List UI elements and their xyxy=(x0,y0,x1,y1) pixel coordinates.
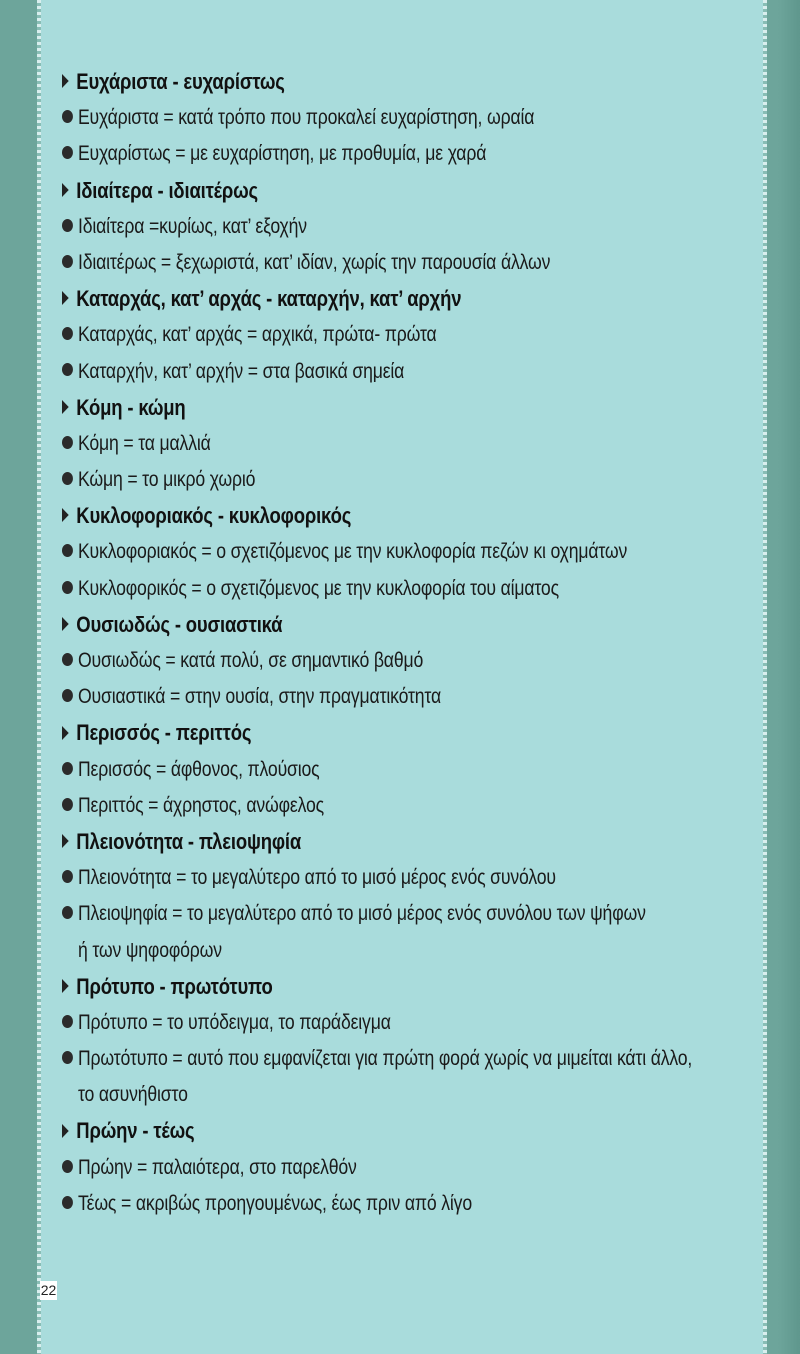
triangle-right-icon xyxy=(62,291,69,305)
term-heading xyxy=(62,715,642,751)
definition-item xyxy=(62,245,642,281)
entry-text: Πρότυπο = το υπόδειγμα, το παράδειγμα xyxy=(77,1010,391,1034)
entry-text: Καταρχάς, κατ’ αρχάς = αρχικά, πρώτα- πρώτα xyxy=(77,323,437,347)
entry-text: Καταρχάς, κατ’ αρχάς - καταρχήν, κατ’ αρχήν xyxy=(76,286,462,312)
bullet-icon xyxy=(62,327,73,340)
entry-text: Κυκλοφοριακός = ο σχετιζόμενος με την κυκλοφορία πεζών κι οχημάτων xyxy=(77,540,628,564)
entry-text: Περισσός - περιττός xyxy=(76,720,252,746)
definition-item xyxy=(62,209,642,245)
bullet-icon xyxy=(62,146,73,159)
entry-text: Πλειονότητα = το μεγαλύτερο από το μισό μέρος ενός συνόλου xyxy=(77,866,556,890)
entry-text: Ιδιαιτέρως = ξεχωριστά, κατ’ ιδίαν, χωρίς την παρουσία άλλων xyxy=(77,250,551,274)
definition-item xyxy=(62,136,642,172)
term-heading xyxy=(62,64,642,100)
definition-item xyxy=(62,788,642,824)
entry-text: Ευχάριστα - ευχαρίστως xyxy=(76,69,285,94)
bullet-icon xyxy=(62,472,73,485)
definition-item xyxy=(62,426,642,462)
entry-text: το ασυνήθιστο xyxy=(77,1083,188,1107)
bullet-icon xyxy=(62,544,73,557)
bullet-icon xyxy=(62,1160,73,1173)
definition-item xyxy=(62,860,642,896)
definition-item xyxy=(62,1005,642,1041)
entry-text: Ουσιωδώς = κατά πολύ, σε σημαντικό βαθμό xyxy=(77,649,424,672)
triangle-right-icon xyxy=(62,74,69,88)
bullet-icon xyxy=(62,906,73,919)
term-heading xyxy=(62,824,642,860)
entry-text: Πλειοψηφία = το μεγαλύτερο από το μισό μέρος ενός συνόλου των ψήφων xyxy=(77,902,646,926)
triangle-right-icon xyxy=(62,183,69,197)
entry-text: Καταρχήν, κατ’ αρχήν = στα βασικά σημεία xyxy=(77,359,405,383)
bullet-icon xyxy=(62,870,73,883)
definition-item xyxy=(62,752,642,788)
entry-text: Πλειονότητα - πλειοψηφία xyxy=(76,828,302,854)
triangle-right-icon xyxy=(62,617,69,631)
entry-text: Πρώην - τέως xyxy=(76,1118,195,1144)
term-heading xyxy=(62,969,642,1005)
triangle-right-icon xyxy=(62,726,69,740)
definition-continuation xyxy=(62,1077,642,1113)
entry-text: Ευχάριστα = κατά τρόπο που προκαλεί ευχαρίστηση, ωραία xyxy=(77,106,535,130)
right-margin-strip xyxy=(766,0,800,1354)
entry-text: Ευχαρίστως = με ευχαρίστηση, με προθυμία, με χαρά xyxy=(77,142,487,166)
bullet-icon xyxy=(62,1196,73,1209)
bullet-icon xyxy=(62,110,73,123)
bullet-icon xyxy=(62,762,73,775)
definition-item xyxy=(62,1150,642,1186)
definition-item xyxy=(62,1041,693,1077)
entry-text: Κυκλοφορικός = ο σχετιζόμενος με την κυκλοφορία του αίματος xyxy=(77,576,559,600)
bullet-icon xyxy=(62,798,73,811)
entry-text: Περισσός = άφθονος, πλούσιος xyxy=(77,757,320,781)
definition-continuation xyxy=(62,933,642,969)
definition-item xyxy=(62,317,642,353)
entry-text: Πρώην = παλαιότερα, στο παρελθόν xyxy=(77,1155,357,1179)
entry-text: Πρότυπο - πρωτότυπο xyxy=(76,973,273,999)
triangle-right-icon xyxy=(62,834,69,848)
term-heading xyxy=(62,498,642,534)
definition-item xyxy=(62,1186,642,1222)
term-heading xyxy=(62,607,642,643)
definition-item xyxy=(62,679,642,715)
glossary-list xyxy=(62,64,752,1222)
definition-item xyxy=(62,462,642,498)
left-margin-strip xyxy=(0,0,38,1354)
bullet-icon xyxy=(62,653,73,666)
entry-text: Κυκλοφοριακός - κυκλοφορικός xyxy=(76,503,352,529)
triangle-right-icon xyxy=(62,1124,69,1138)
triangle-right-icon xyxy=(62,979,69,993)
bullet-icon xyxy=(62,255,73,268)
definition-item xyxy=(62,643,642,679)
term-heading xyxy=(62,390,642,426)
definition-item xyxy=(62,354,642,390)
term-heading xyxy=(62,281,642,317)
bullet-icon xyxy=(62,689,73,702)
bullet-icon xyxy=(62,581,73,594)
triangle-right-icon xyxy=(62,400,69,414)
entry-text: Περιττός = άχρηστος, ανώφελος xyxy=(77,793,324,817)
entry-text: Κόμη - κώμη xyxy=(76,394,186,420)
triangle-right-icon xyxy=(62,508,69,522)
entry-text: Κόμη = τα μαλλιά xyxy=(77,431,211,455)
entry-text: Ουσιαστικά = στην ουσία, στην πραγματικότητα xyxy=(77,685,441,709)
entry-text: Ουσιωδώς - ουσιαστικά xyxy=(76,611,283,637)
definition-item xyxy=(62,100,642,136)
definition-item xyxy=(62,571,642,607)
bullet-icon xyxy=(62,1051,73,1064)
entry-text: Πρωτότυπο = αυτό που εμφανίζεται για πρώτη φορά χωρίς να μιμείται κάτι άλλο, xyxy=(77,1047,693,1071)
definition-item xyxy=(62,534,642,570)
term-heading xyxy=(62,1113,642,1149)
bullet-icon xyxy=(62,363,73,376)
term-heading xyxy=(62,173,642,209)
entry-text: Ιδιαίτερα =κυρίως, κατ’ εξοχήν xyxy=(77,214,307,238)
entry-text: Κώμη = το μικρό χωριό xyxy=(77,468,256,492)
bullet-icon xyxy=(62,219,73,232)
bullet-icon xyxy=(62,1015,73,1028)
bullet-icon xyxy=(62,436,73,449)
page-number: 22 xyxy=(40,1282,57,1298)
entry-text: Τέως = ακριβώς προηγουμένως, έως πριν από λίγο xyxy=(77,1191,472,1215)
entry-text: Ιδιαίτερα - ιδιαιτέρως xyxy=(76,177,259,203)
definition-item xyxy=(62,896,646,932)
entry-text: ή των ψηφοφόρων xyxy=(77,938,222,962)
